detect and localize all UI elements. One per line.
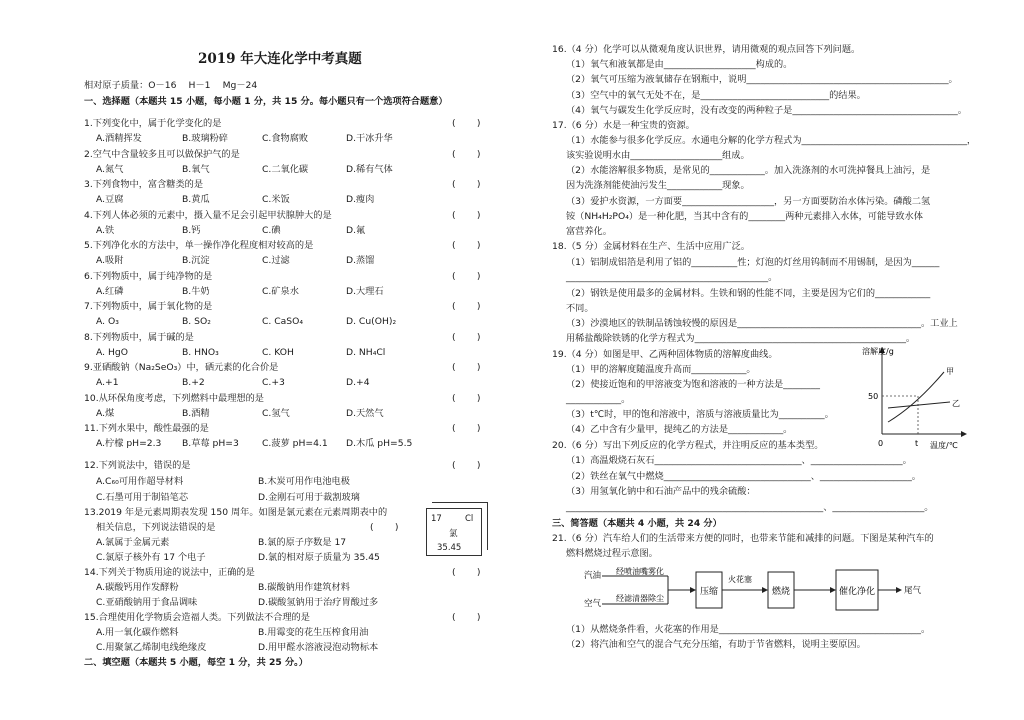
q6-option-a: A.红磷	[96, 285, 124, 297]
q9-option-d: D.+4	[346, 377, 370, 388]
q8-option-c: C. KOH	[262, 346, 294, 358]
q13-stem-line2: 相关信息，下列说法错误的是	[96, 522, 216, 533]
q2-option-c: C.二氧化碳	[262, 163, 309, 175]
q1-option-a: A.酒精挥发	[96, 133, 142, 144]
chart-x-tick-t: t	[915, 439, 919, 448]
q16-line-2: （2）氧气可压缩为液氧储存在钢瓶中，说明____________________________________________。	[566, 74, 958, 86]
q20-line-4: ________________________________________________________、____________________。	[566, 502, 934, 513]
chart-series-jia	[888, 372, 944, 422]
q7-stem: 7.下列物质中，属于氧化物的是	[84, 301, 213, 312]
chart-x-tick-0: 0	[878, 439, 884, 448]
q11-option-b: B.草莓 pH=3	[182, 438, 239, 449]
q2-stem: 2.空气中含量较多且可以做保护气的是	[84, 148, 240, 160]
q17-line-6: 铵（NH₄H₂PO₄）是一种化肥，当其中含有的________两种元素排入水体，可能导致水体	[566, 211, 923, 222]
q17-line-3: （2）水能溶解很多物质，是常见的____________。加入洗涤剂的水可洗掉餐具上油污，是	[566, 165, 931, 176]
flow-box-catalyst-label: 催化净化	[838, 587, 876, 597]
q20-line-0: 20.（6 分）写出下列反应的化学方程式，并注明反应的基本类型。	[552, 440, 824, 451]
element-mass: 35.45	[437, 543, 462, 553]
q9-option-b: B.+2	[182, 377, 205, 388]
chart-ylabel: 溶解度/g	[862, 347, 894, 356]
flow-spark-label: 火花塞	[728, 575, 752, 584]
q2-option-b: B.氧气	[182, 163, 210, 175]
q2-option-a: A.氮气	[96, 163, 124, 175]
q12-option-d: D.金刚石可用于裁割玻璃	[258, 492, 360, 503]
q13-option-d: D.氯的相对原子质量为 35.45	[258, 552, 380, 563]
q7-answer-paren[interactable]: ( )	[452, 301, 481, 312]
flow-arrow-2	[762, 587, 768, 593]
q6-option-c: C.矿泉水	[262, 285, 299, 297]
q5-option-a: A.吸附	[96, 255, 124, 266]
q5-option-b: B.沉淀	[182, 255, 210, 266]
q5-answer-paren[interactable]: ( )	[452, 240, 481, 251]
q18-line-4: 不同。	[566, 303, 594, 314]
q6-option-b: B.牛奶	[182, 285, 210, 297]
q10-option-b: B.酒精	[182, 407, 210, 419]
q9-option-a: A.+1	[96, 377, 119, 388]
q12-answer-paren[interactable]: ( )	[452, 460, 481, 471]
q18-line-5: （3）沙漠地区的铁制品锈蚀较慢的原因是________________________________________。工业上	[566, 318, 958, 329]
q13-option-b: B.氯的原子序数是 17	[258, 537, 347, 548]
chart-x-arrow	[961, 431, 967, 437]
atomic-mass-note: 相对原子质量：O－16 H－1 Mg－24	[84, 80, 258, 91]
q17-line-1: （1）水能参与很多化学反应。水通电分解的化学方程式为____________________________________，	[566, 135, 977, 146]
q16-line-3: （3）空气中的氧气无处不在，是____________________________的结果。	[566, 89, 866, 101]
q3-option-a: A.豆腐	[96, 194, 124, 205]
q15-option-d: D.用甲醛水溶液浸泡动物标本	[258, 642, 379, 653]
q18-line-2: ____________________________________________。	[566, 272, 778, 283]
q7-option-c: C. CaSO₄	[262, 316, 304, 327]
q16-line-4: （4）氧气与碳发生化学反应时，没有改变的两种粒子是____________________________________。	[566, 104, 967, 116]
flow-box-burn-label: 燃烧	[771, 587, 791, 597]
q10-option-a: A.煤	[96, 407, 115, 419]
q19-line-2: （2）使接近饱和的甲溶液变为饱和溶液的一种方法是________	[566, 379, 820, 390]
q4-option-c: C.碘	[262, 224, 281, 236]
q14-answer-paren[interactable]: ( )	[452, 567, 481, 578]
q4-stem: 4.下列人体必须的元素中，摄入量不足会引起甲状腺肿大的是	[84, 209, 332, 221]
q17-line-5: （3）爱护水资源，一方面要____________________，另一方面要防治水体污染。磷酸二氢	[566, 196, 931, 207]
q9-stem: 9.亚硒酸钠（Na₂SeO₃）中，硒元素的化合价是	[84, 362, 279, 373]
flow-input-petrol: 汽油	[584, 571, 602, 581]
q1-stem: 1.下列变化中，属于化学变化的是	[84, 118, 222, 129]
q19-line-4: （3）t℃时，甲的饱和溶液中，溶质与溶液质量比为__________。	[566, 409, 834, 420]
q19-line-1: （1）甲的溶解度随温度升高而____________。	[566, 364, 756, 375]
q15-option-c: C.用聚氯乙烯制电线绝缘皮	[96, 642, 207, 653]
q15-option-a: A.用一氧化碳作燃料	[96, 627, 179, 638]
q12-option-c: C.石墨可用于制铅笔芯	[96, 492, 189, 503]
chart-y-tick: 50	[868, 392, 879, 401]
q19-line-5: （4）乙中含有少量甲，提纯乙的方法是____________。	[566, 424, 793, 435]
flow-input-air: 空气	[584, 599, 602, 609]
flow-arrow-3	[830, 587, 836, 593]
q12-stem: 12.下列说法中，错误的是	[84, 460, 191, 471]
q12-option-a: A.C₆₀可用作超导材料	[96, 476, 184, 487]
q21-tail-line-1: （2）将汽油和空气的混合气充分压缩，有助于节省燃料，说明主要原因。	[566, 639, 866, 650]
element-name: 氯	[449, 529, 458, 539]
q21-tail-line-0: （1）从燃烧条件看，火花塞的作用是____________________________________________。	[566, 624, 931, 635]
q6-answer-paren[interactable]: ( )	[452, 270, 481, 282]
flow-output-exhaust: 尾气	[904, 586, 922, 596]
q21-line-0: 21.（6 分）汽车给人们的生活带来方便的同时，也带来节能和减排的问题。下图是某种汽车的	[552, 533, 934, 544]
q15-answer-paren[interactable]: ( )	[452, 612, 481, 623]
q16-line-0: 16.（4 分）化学可以从微观角度认识世界，请用微观的观点回答下列问题。	[552, 44, 861, 55]
flow-box-compress-label: 压缩	[699, 587, 719, 597]
q20-line-2: （2）铁丝在氧气中燃烧________________________________、____________________。	[566, 471, 921, 482]
q11-answer-paren[interactable]: ( )	[452, 423, 481, 434]
fuel-combustion-diagram	[582, 566, 982, 630]
q7-option-b: B. SO₂	[182, 316, 211, 327]
q3-option-b: B.黄瓜	[182, 194, 210, 205]
flow-arrow-4	[896, 587, 902, 593]
q13-option-a: A.氯属于金属元素	[96, 537, 170, 548]
chart-xlabel: 温度/℃	[930, 441, 958, 450]
q15-option-b: B.用霉变的花生压榨食用油	[258, 627, 369, 638]
q1-option-d: D.干冰升华	[346, 133, 393, 144]
q10-option-d: D.天然气	[346, 407, 384, 419]
q19-line-3: ____________。	[566, 394, 631, 405]
q18-line-0: 18.（5 分）金属材料在生产、生活中应用广泛。	[552, 241, 750, 252]
element-number: 17	[431, 514, 442, 524]
chlorine-element-card	[426, 508, 482, 556]
q3-option-c: C.米饭	[262, 194, 290, 205]
flow-arrow-1	[690, 587, 696, 593]
q10-answer-paren[interactable]: ( )	[452, 392, 481, 404]
q1-option-c: C.食物腐败	[262, 133, 309, 144]
q15-stem: 15.合理使用化学物质会造福人类。下列做法不合理的是	[84, 612, 310, 623]
q4-option-b: B.钙	[182, 224, 201, 236]
q14-option-a: A.碳酸钙用作发酵粉	[96, 582, 179, 593]
q3-answer-paren[interactable]: ( )	[452, 179, 481, 190]
q1-option-b: B.玻璃粉碎	[182, 133, 228, 144]
q20-line-3: （3）用氢氧化钠中和石油产品中的残余硫酸：	[566, 486, 756, 497]
q8-option-b: B. HNO₃	[182, 346, 219, 358]
q14-stem: 14.下列关于物质用途的说法中，正确的是	[84, 567, 255, 578]
q5-option-c: C.过滤	[262, 255, 290, 266]
q7-option-a: A. O₃	[96, 316, 119, 327]
q6-stem: 6.下列物质中，属于纯净物的是	[84, 270, 213, 282]
q10-stem: 10.从环保角度考虑，下列燃料中最理想的是	[84, 392, 264, 404]
q11-option-a: A.柠檬 pH=2.3	[96, 438, 162, 449]
q17-line-2: 该实验说明水由____________________组成。	[566, 150, 750, 161]
solubility-chart	[860, 346, 970, 452]
q17-line-4: 因为洗涤剂能使油污发生____________现象。	[566, 180, 750, 191]
q8-option-d: D. NH₄Cl	[346, 346, 386, 358]
q18-line-6: 用稀盐酸除铁锈的化学方程式为______________________________________________。	[566, 333, 916, 344]
q3-option-d: D.瘦肉	[346, 194, 375, 205]
q18-line-3: （2）钢铁是使用最多的金属材料。生铁和钢的性能不同，主要是因为它们的____________	[566, 288, 931, 299]
q11-stem: 11.下列水果中，酸性最强的是	[84, 423, 209, 434]
q11-option-c: C.菠萝 pH=4.1	[262, 438, 328, 449]
q13-option-c: C.氯原子核外有 17 个电子	[96, 552, 206, 563]
q8-answer-paren[interactable]: ( )	[452, 331, 481, 343]
q12-option-b: B.木炭可用作电池电极	[258, 476, 350, 487]
section-2-heading: 二、填空题（本题共 5 小题，每空 1 分，共 25 分。）	[84, 657, 308, 668]
q4-option-d: D.氟	[346, 224, 366, 236]
q6-option-d: D.大理石	[346, 285, 384, 297]
flow-input-air-step: 经滤清器除尘	[616, 594, 664, 603]
q10-option-c: C.氢气	[262, 407, 290, 419]
q4-option-a: A.铁	[96, 224, 115, 236]
q14-option-c: C.亚硝酸钠用于食品调味	[96, 597, 198, 608]
q1-answer-paren[interactable]: ( )	[452, 118, 481, 129]
q8-stem: 8.下列物质中，属于碱的是	[84, 331, 194, 343]
q19-line-0: 19.（4 分）如图是甲、乙两种固体物质的溶解度曲线。	[552, 349, 778, 360]
q13-stem-line1: 13.2019 年是元素周期表发现 150 周年。如图是氯元素在元素周期表中的	[84, 507, 388, 518]
section-3-heading: 三、简答题（本题共 4 小题，共 24 分）	[552, 518, 722, 529]
q3-stem: 3.下列食物中，富含糖类的是	[84, 179, 204, 190]
q2-answer-paren[interactable]: ( )	[452, 148, 481, 160]
q20-line-1: （1）高温煅烧石灰石________________________________、____________________。	[566, 455, 912, 466]
q9-option-c: C.+3	[262, 377, 285, 388]
element-symbol: Cl	[465, 514, 474, 524]
page-title: 2019 年大连化学中考真题	[198, 51, 362, 67]
q17-line-7: 富营养化。	[566, 226, 612, 237]
q14-option-b: B.碳酸钠用作建筑材料	[258, 582, 350, 593]
q18-line-1: （1）铝制成铝箔是利用了铝的__________性；灯泡的灯丝用钨制而不用锡制，是因为______	[566, 257, 940, 268]
chart-series-label-yi: 乙	[952, 399, 960, 408]
chart-series-label-jia: 甲	[946, 367, 954, 376]
q14-option-d: D.碳酸氢钠用于治疗胃酸过多	[258, 597, 379, 608]
q13-answer-paren[interactable]: ( )	[370, 522, 399, 533]
q7-option-d: D. Cu(OH)₂	[346, 316, 397, 327]
chart-series-yi	[888, 402, 950, 408]
q11-option-d: D.木瓜 pH=5.5	[346, 438, 413, 449]
q17-line-0: 17.（6 分）水是一种宝贵的资源。	[552, 120, 695, 131]
section-1-heading: 一、选择题（本题共 15 小题，每小题 1 分，共 15 分。每小题只有一个选项符合题意）	[84, 96, 448, 107]
flow-input-petrol-step: 经喷油嘴雾化	[616, 567, 664, 576]
q2-option-d: D.稀有气体	[346, 163, 393, 175]
q16-line-1: （1）氧气和液氧都是由____________________构成的。	[566, 59, 793, 71]
q5-option-d: D.蒸馏	[346, 255, 375, 266]
q4-answer-paren[interactable]: ( )	[452, 209, 481, 221]
q9-answer-paren[interactable]: ( )	[452, 362, 481, 373]
q21-line-1: 燃料燃烧过程示意图。	[566, 548, 658, 559]
q5-stem: 5.下列净化水的方法中，单一操作净化程度相对较高的是	[84, 240, 314, 251]
q8-option-a: A. HgO	[96, 346, 128, 358]
